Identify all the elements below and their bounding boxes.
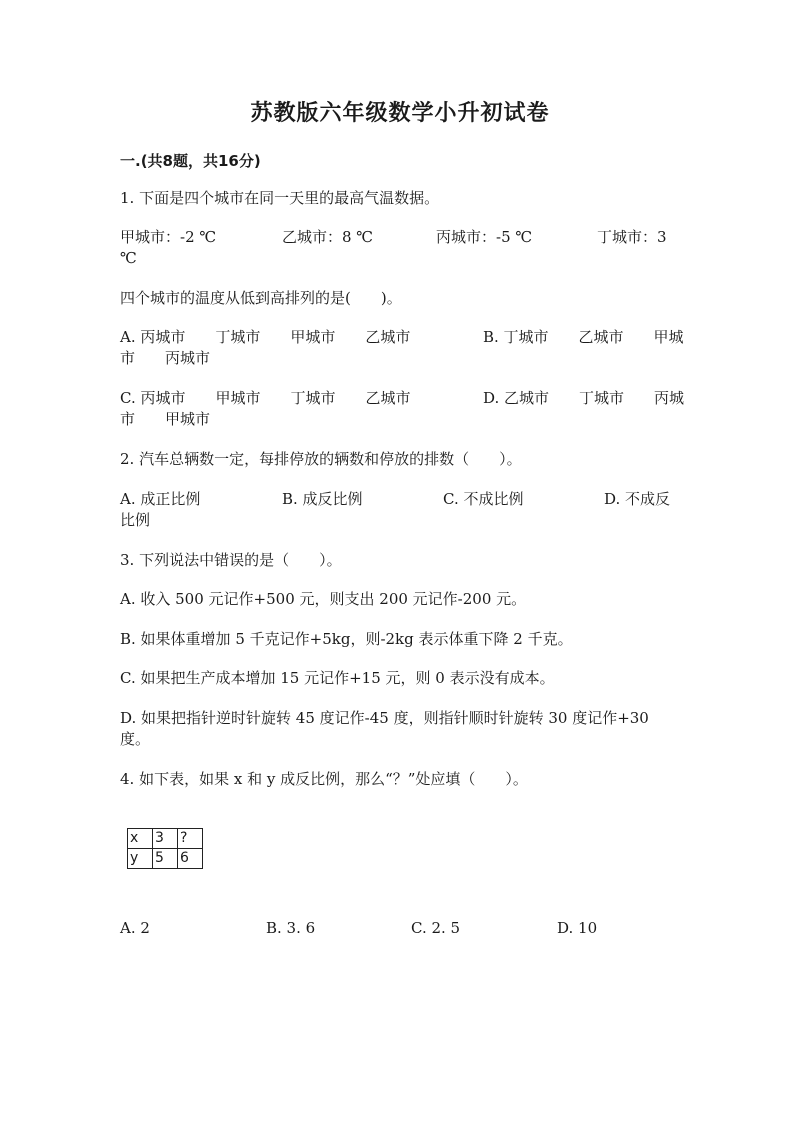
q1-temp-c: 丙城市：-5 ℃ bbox=[436, 228, 533, 246]
table-cell: 5 bbox=[153, 849, 178, 869]
q1-option-d-continued: 市 甲城市 bbox=[120, 410, 211, 428]
q3-option-d-continued: 度。 bbox=[120, 730, 151, 748]
q1-option-a: A. 丙城市 丁城市 甲城市 乙城市 bbox=[120, 328, 411, 346]
q4-option-b: B. 3. 6 bbox=[266, 919, 316, 937]
q3-stem: 3. 下列说法中错误的是（ ）。 bbox=[120, 551, 342, 569]
table-cell: 3 bbox=[153, 829, 178, 849]
q1-option-c: C. 丙城市 甲城市 丁城市 乙城市 bbox=[120, 389, 411, 407]
q1-option-d: D. 乙城市 丁城市 丙城 bbox=[483, 389, 685, 407]
q2-option-d: D. 不成反 bbox=[604, 490, 671, 508]
q1-option-b-continued: 市 丙城市 bbox=[120, 349, 211, 367]
q1-temp-d: 丁城市：3 bbox=[597, 228, 667, 246]
q1-question: 四个城市的温度从低到高排列的是( )。 bbox=[120, 289, 402, 307]
q2-stem: 2. 汽车总辆数一定，每排停放的辆数和停放的排数（ ）。 bbox=[120, 450, 522, 468]
q2-option-d-continued: 比例 bbox=[120, 511, 151, 529]
table-cell: x bbox=[128, 829, 153, 849]
section-heading: 一.(共8题，共16分) bbox=[120, 152, 261, 170]
q4-option-d: D. 10 bbox=[557, 919, 598, 937]
q2-option-c: C. 不成比例 bbox=[443, 490, 524, 508]
table-row bbox=[128, 849, 203, 869]
q1-temp-unit: ℃ bbox=[120, 249, 137, 267]
q4-option-a: A. 2 bbox=[120, 919, 150, 937]
xy-table bbox=[127, 828, 203, 869]
q4-stem: 4. 如下表，如果 x 和 y 成反比例，那么“？”处应填（ ）。 bbox=[120, 770, 528, 788]
q1-temp-b: 乙城市：8 ℃ bbox=[282, 228, 374, 246]
q1-stem: 1. 下面是四个城市在同一天里的最高气温数据。 bbox=[120, 189, 440, 207]
table-row bbox=[128, 829, 203, 849]
q3-option-a: A. 收入 500 元记作+500 元，则支出 200 元记作-200 元。 bbox=[120, 590, 527, 608]
q1-temp-a: 甲城市：-2 ℃ bbox=[120, 228, 217, 246]
q4-option-c: C. 2. 5 bbox=[411, 919, 461, 937]
table-cell: ? bbox=[178, 829, 203, 849]
q3-option-c: C. 如果把生产成本增加 15 元记作+15 元，则 0 表示没有成本。 bbox=[120, 669, 555, 687]
table-cell: y bbox=[128, 849, 153, 869]
q2-option-a: A. 成正比例 bbox=[120, 490, 201, 508]
q3-option-b: B. 如果体重增加 5 千克记作+5kg，则-2kg 表示体重下降 2 千克。 bbox=[120, 630, 573, 648]
page-title: 苏教版六年级数学小升初试卷 bbox=[250, 100, 550, 126]
q2-option-b: B. 成反比例 bbox=[282, 490, 363, 508]
table-cell: 6 bbox=[178, 849, 203, 869]
q1-option-b: B. 丁城市 乙城市 甲城 bbox=[483, 328, 684, 346]
q3-option-d: D. 如果把指针逆时针旋转 45 度记作-45 度，则指针顺时针旋转 30 度记作+30 bbox=[120, 709, 649, 727]
